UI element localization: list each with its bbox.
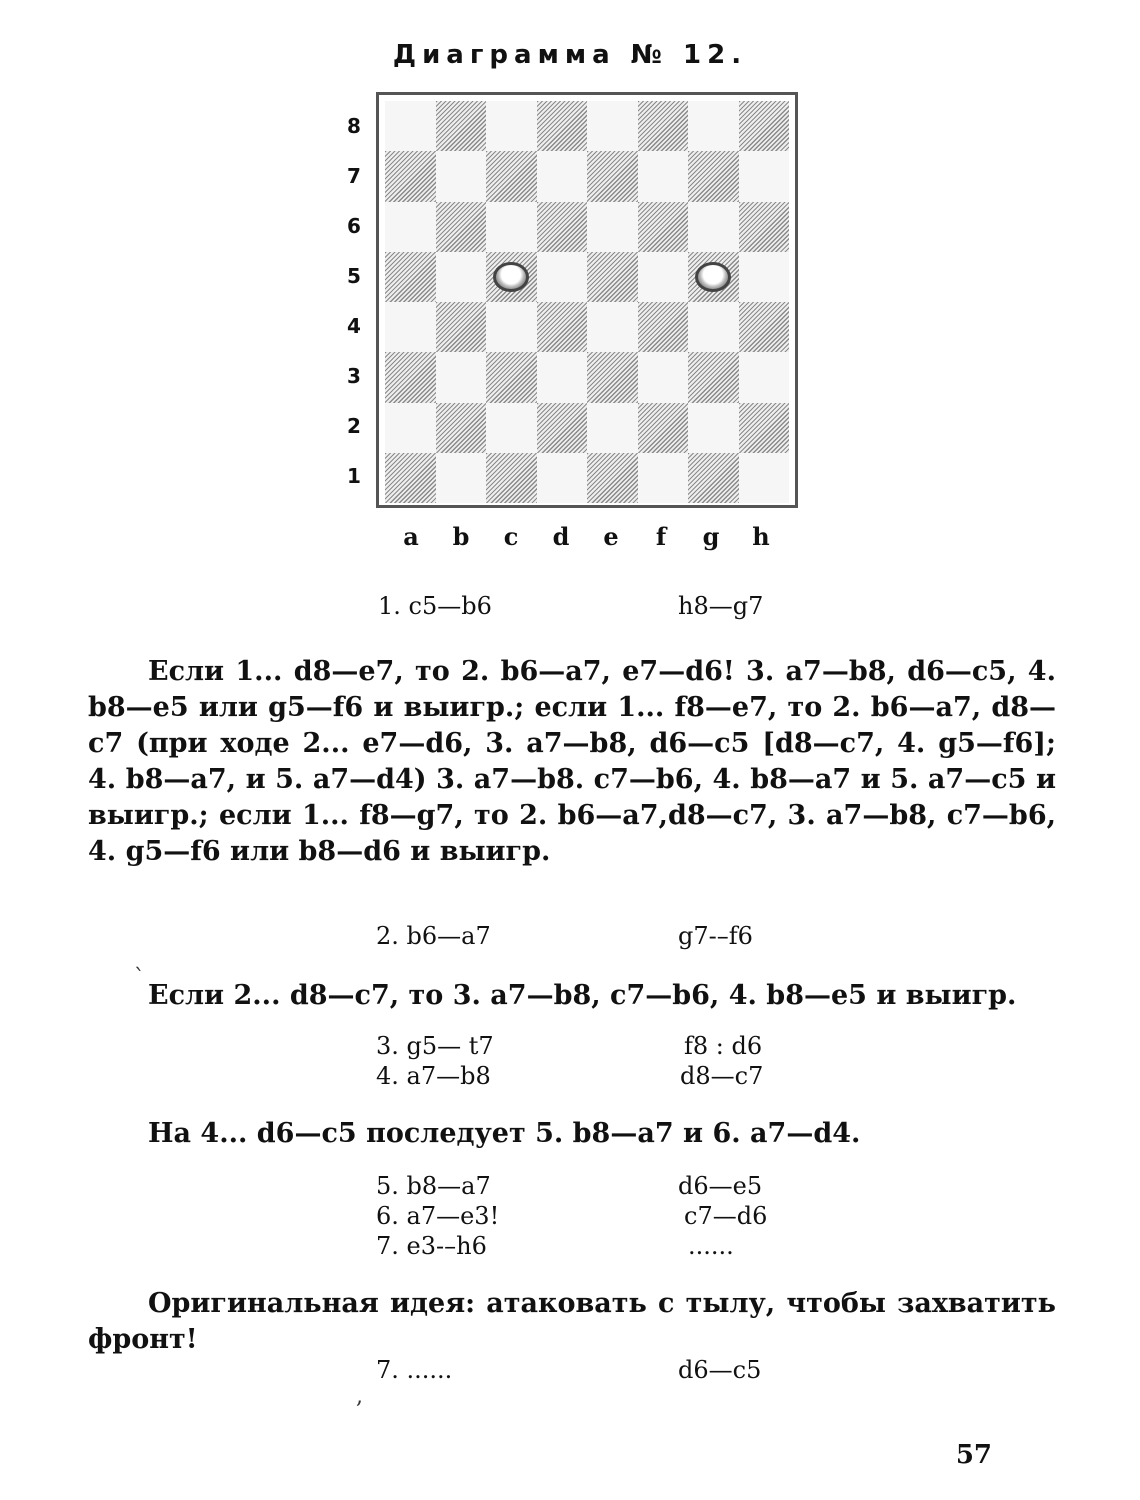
paragraph — [88, 1116, 1056, 1152]
move-black: d8—c7 — [680, 1062, 764, 1090]
board-square-e2 — [587, 403, 638, 453]
board-square-c1 — [486, 453, 537, 503]
board-square-a6 — [385, 202, 436, 252]
rank-label: 7 — [347, 164, 361, 188]
board-square-h6 — [739, 202, 790, 252]
rank-label: 6 — [347, 214, 361, 238]
board-square-f5 — [638, 252, 689, 302]
paragraph-text: Если 2... d8—c7, то 3. a7—b8, c7—b6, 4. b8—e5 и выигр. — [148, 980, 1017, 1011]
board-square-d3 — [537, 352, 588, 402]
board-square-b4 — [436, 302, 487, 352]
file-label: c — [503, 522, 519, 551]
board-square-b6 — [436, 202, 487, 252]
file-label: a — [403, 522, 419, 551]
board-square-e5 — [587, 252, 638, 302]
board-square-f8 — [638, 101, 689, 151]
board-square-d6 — [537, 202, 588, 252]
board-square-c8 — [486, 101, 537, 151]
board-square-c7 — [486, 151, 537, 201]
move-black: d6—c5 — [678, 1356, 762, 1384]
move-white: 2. b6—a7 — [376, 922, 491, 950]
board-square-e4 — [587, 302, 638, 352]
board-square-a2 — [385, 403, 436, 453]
board-square-c3 — [486, 352, 537, 402]
paragraph-text: На 4... d6—c5 последует 5. b8—a7 и 6. a7—d4. — [148, 1118, 861, 1149]
move-black: c7—d6 — [684, 1202, 768, 1230]
move-black: f8 : d6 — [684, 1032, 763, 1060]
board-square-f2 — [638, 403, 689, 453]
board-square-a7 — [385, 151, 436, 201]
board-square-d5 — [537, 252, 588, 302]
white-checker-g5 — [695, 262, 731, 292]
board-square-c4 — [486, 302, 537, 352]
board-square-e1 — [587, 453, 638, 503]
board-square-b2 — [436, 403, 487, 453]
board-square-e3 — [587, 352, 638, 402]
board-square-a8 — [385, 101, 436, 151]
board-square-a1 — [385, 453, 436, 503]
board-square-g7 — [688, 151, 739, 201]
board-square-g6 — [688, 202, 739, 252]
rank-label: 1 — [347, 464, 361, 488]
file-label: h — [752, 522, 770, 551]
file-label: b — [452, 522, 470, 551]
paragraph-text: Если 1... d8—e7, то 2. b6—a7, e7—d6! 3. a7—b8, d6—c5, 4. b8—e5 или g5—f6 и выигр.; если 1... f8—e7, то 2. b6—a7, d8—c7 (при ходе 2... e7—d6, 3. a7—b8, d6—c5 [d8—c7, 4. g5—f6]; 4. b8—a7, и 5. a7—d4) 3. a7—b8. c7—b6, 4. b8—a7 и 5. a7—c5 и выигр.; если 1... f8—g7, то 2. b6—a7,d8—c7, 3. a7—b8, c7—b6, 4. g5—f6 или b8—d6 и выигр. — [88, 656, 1056, 867]
checkers-board-frame — [376, 92, 798, 508]
board-square-b7 — [436, 151, 487, 201]
board-square-g1 — [688, 453, 739, 503]
board-square-f7 — [638, 151, 689, 201]
board-square-b3 — [436, 352, 487, 402]
board-square-c5 — [486, 252, 537, 302]
move-black: ...... — [688, 1232, 734, 1260]
move-white: 5. b8—a7 — [376, 1172, 491, 1200]
move-black: h8—g7 — [678, 592, 764, 620]
board-square-c6 — [486, 202, 537, 252]
board-square-h1 — [739, 453, 790, 503]
board-square-b8 — [436, 101, 487, 151]
board-square-b5 — [436, 252, 487, 302]
board-square-d4 — [537, 302, 588, 352]
page-number: 57 — [955, 1440, 992, 1470]
move-white: 4. a7—b8 — [376, 1062, 491, 1090]
diagram-title: Диаграмма № 12. — [392, 40, 748, 70]
paragraph-text: Оригинальная идея: атаковать с тылу, чтобы захватить фронт! — [88, 1288, 1056, 1355]
board-square-g8 — [688, 101, 739, 151]
paragraph — [88, 654, 1056, 870]
board-square-h8 — [739, 101, 790, 151]
board-square-g4 — [688, 302, 739, 352]
board-square-e6 — [587, 202, 638, 252]
board-square-g2 — [688, 403, 739, 453]
board-square-a5 — [385, 252, 436, 302]
file-label: d — [552, 522, 570, 551]
board-square-d2 — [537, 403, 588, 453]
board-square-h4 — [739, 302, 790, 352]
rank-label: 2 — [347, 414, 361, 438]
board-square-d7 — [537, 151, 588, 201]
paragraph — [88, 1286, 1056, 1358]
move-black: d6—e5 — [678, 1172, 763, 1200]
board-square-h7 — [739, 151, 790, 201]
board-square-e8 — [587, 101, 638, 151]
rank-label: 4 — [347, 314, 361, 338]
board-square-a3 — [385, 352, 436, 402]
file-label: f — [655, 522, 667, 551]
rank-label: 8 — [347, 114, 361, 138]
board-square-f3 — [638, 352, 689, 402]
board-square-e7 — [587, 151, 638, 201]
board-square-a4 — [385, 302, 436, 352]
move-white: 7. ...... — [376, 1356, 453, 1384]
board-square-f4 — [638, 302, 689, 352]
board-square-h2 — [739, 403, 790, 453]
paragraph — [88, 978, 1056, 1014]
board-square-h3 — [739, 352, 790, 402]
move-black: g7-–f6 — [678, 922, 753, 950]
file-labels — [376, 522, 798, 552]
move-white: 7. e3-–h6 — [376, 1232, 487, 1260]
board-square-d1 — [537, 453, 588, 503]
board-square-h5 — [739, 252, 790, 302]
move-white: 1. c5—b6 — [378, 592, 492, 620]
white-checker-c5 — [493, 262, 529, 292]
move-white: 6. a7—e3! — [376, 1202, 500, 1230]
board-square-g5 — [688, 252, 739, 302]
rank-label: 3 — [347, 364, 361, 388]
board-square-c2 — [486, 403, 537, 453]
file-label: g — [702, 522, 720, 551]
move-white: 3. g5— t7 — [376, 1032, 494, 1060]
board-square-f6 — [638, 202, 689, 252]
board-square-g3 — [688, 352, 739, 402]
checkers-board — [385, 101, 789, 503]
board-square-f1 — [638, 453, 689, 503]
board-square-d8 — [537, 101, 588, 151]
board-square-b1 — [436, 453, 487, 503]
file-label: e — [603, 522, 619, 551]
rank-label: 5 — [347, 264, 361, 288]
